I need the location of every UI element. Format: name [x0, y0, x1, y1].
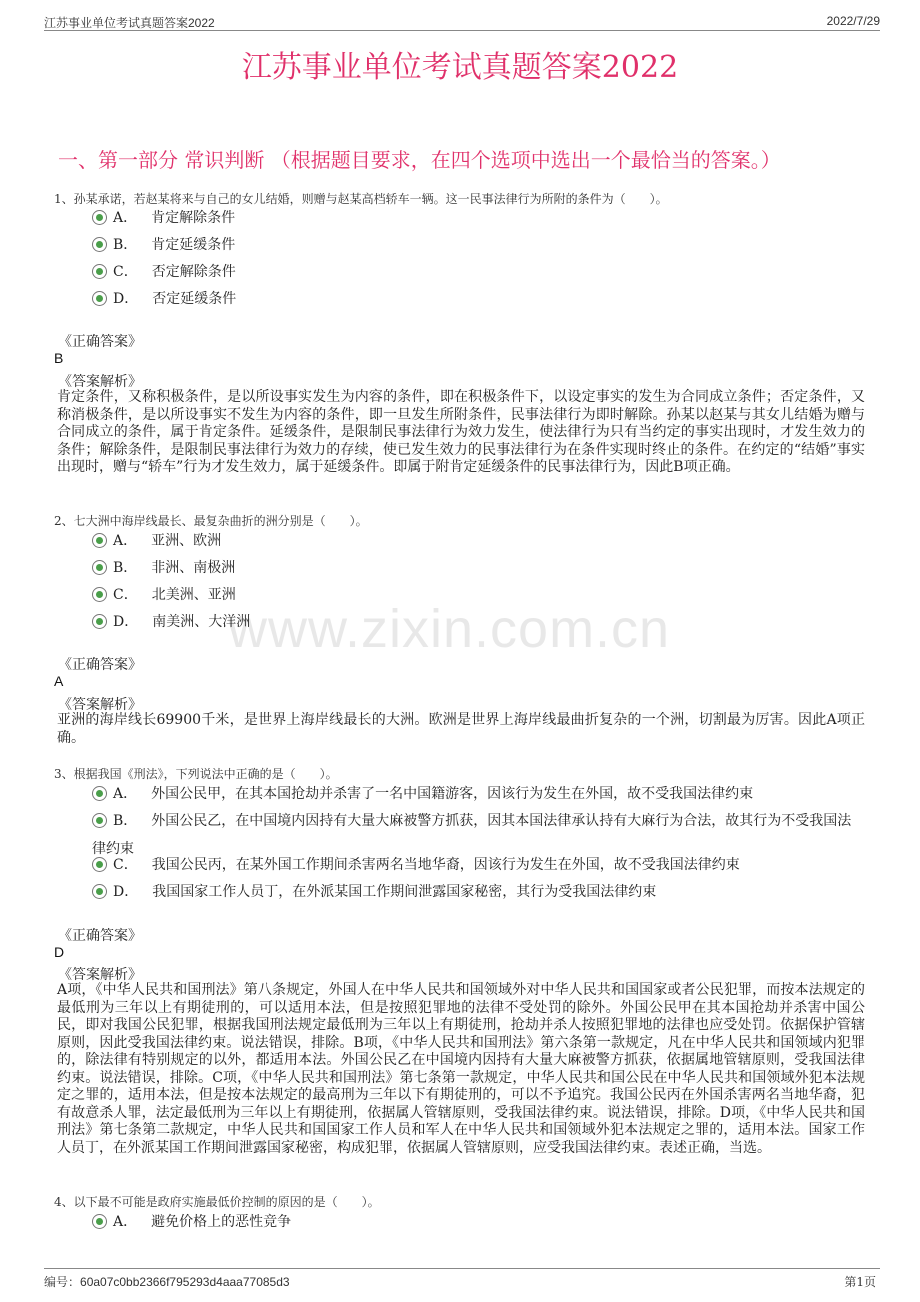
page-header: [0, 0, 920, 28]
radio-icon[interactable]: [92, 560, 107, 575]
radio-icon[interactable]: [92, 857, 107, 872]
radio-icon[interactable]: [92, 291, 107, 306]
question-3-option-a[interactable]: A． 外国公民甲，在其本国抢劫并杀害了一名中国籍游客，因该行为发生在外国，故不受我国法律约束: [92, 780, 862, 808]
question-2-explanation: 亚洲的海岸线长69900千米，是世界上海岸线最长的大洲。欧洲是世界上海岸线最曲折复杂的一个洲，切割最为厉害。因此A项正确。: [57, 712, 865, 746]
document-code-value: 60a07c0bb2366f795293d4aaa77085d3: [80, 1275, 290, 1289]
question-4-option-a[interactable]: A． 避免价格上的恶性竞争: [92, 1208, 862, 1236]
page-title: 江苏事业单位考试真题答案2022: [241, 50, 679, 85]
radio-icon[interactable]: [92, 614, 107, 629]
analysis-label: 《答案解析》: [58, 374, 142, 390]
question-3-stem: 3、根据我国《刑法》，下列说法中正确的是（ ）。: [54, 767, 338, 781]
question-2-option-d[interactable]: D． 南美洲、大洋洲: [92, 608, 862, 636]
analysis-label: 《答案解析》: [58, 697, 142, 713]
radio-icon[interactable]: [92, 1214, 107, 1229]
question-2-option-c[interactable]: C． 北美洲、亚洲: [92, 581, 862, 609]
document-code: [44, 1273, 290, 1290]
correct-answer-label: 《正确答案》: [58, 334, 142, 350]
question-2-option-a[interactable]: A． 亚洲、欧洲: [92, 527, 862, 555]
section-heading: 一、第一部分 常识判断 （根据题目要求，在四个选项中选出一个最恰当的答案。）: [58, 148, 781, 172]
radio-icon[interactable]: [92, 786, 107, 801]
question-2-stem: 2、七大洲中海岸线最长、最复杂曲折的洲分别是（ ）。: [54, 514, 368, 528]
radio-icon[interactable]: [92, 237, 107, 252]
analysis-label: 《答案解析》: [58, 967, 142, 983]
radio-icon[interactable]: [92, 587, 107, 602]
correct-answer-label: 《正确答案》: [58, 928, 142, 944]
question-2-option-b[interactable]: B． 非洲、南极洲: [92, 554, 862, 582]
watermark: www.zixin.com.cn: [228, 599, 671, 659]
header-date: 2022/7/29: [826, 14, 880, 28]
page-number: 第1页: [844, 1275, 876, 1289]
question-3-option-c[interactable]: C． 我国公民丙，在某外国工作期间杀害两名当地华裔，因该行为发生在外国，故不受我国法律约束: [92, 851, 862, 879]
radio-icon[interactable]: [92, 533, 107, 548]
document-code-label: 编号：: [44, 1275, 81, 1289]
question-2-answer: A: [54, 673, 64, 689]
question-3-answer: D: [54, 944, 65, 960]
question-1-stem: 1、孙某承诺，若赵某将来与自己的女儿结婚，则赠与赵某高档轿车一辆。这一民事法律行为所附的条件为（ ）。: [54, 192, 668, 206]
question-1-answer: B: [54, 350, 64, 366]
radio-icon[interactable]: [92, 884, 107, 899]
question-1-option-c[interactable]: C． 否定解除条件: [92, 258, 862, 286]
question-3-option-d[interactable]: D． 我国国家工作人员丁，在外派某国工作期间泄露国家秘密，其行为受我国法律约束: [92, 878, 862, 906]
footer-rule: [44, 1268, 880, 1269]
radio-icon[interactable]: [92, 210, 107, 225]
header-rule: [44, 30, 880, 31]
question-1-explanation: 肯定条件，又称积极条件，是以所设事实发生为内容的条件，即在积极条件下，以设定事实的发生为合同成立条件；否定条件，又称消极条件，是以所设事实不发生为内容的条件，即一旦发生所附条件，民事法律行为即时解除。孙某以赵某与其女儿结婚为赠与合同成立的条件，属于肯定条件。延缓条件，是限制民事法律行为效力发生，使法律行为只有当约定的事实出现时，才发生效力的条件；解除条件，是限制民事法律行为效力的存续，使已发生效力的民事法律行为在条件实现时终止的条件。在约定的“结婚”事实出现时，赠与“轿车”行为才发生效力，属于延缓条件。即属于附肯定延缓条件的民事法律行为，因此B项正确。: [57, 389, 865, 475]
radio-icon[interactable]: [92, 813, 107, 828]
question-1-option-b[interactable]: B． 肯定延缓条件: [92, 231, 862, 259]
header-doc-name: 江苏事业单位考试真题答案2022: [44, 16, 215, 30]
question-1-option-a[interactable]: A． 肯定解除条件: [92, 204, 862, 232]
question-4-stem: 4、以下最不可能是政府实施最低价控制的原因的是（ ）。: [54, 1195, 380, 1209]
question-1-option-d[interactable]: D． 否定延缓条件: [92, 285, 862, 313]
correct-answer-label: 《正确答案》: [58, 657, 142, 673]
radio-icon[interactable]: [92, 264, 107, 279]
question-3-explanation: A项，《中华人民共和国刑法》第八条规定，外国人在中华人民共和国领域外对中华人民共和国国家或者公民犯罪，而按本法规定的最低刑为三年以上有期徒刑的，可以适用本法，但是按照犯罪地的法律不受处罚的除外。外国公民甲在其本国抢劫并杀害中国公民，即对我国公民犯罪，根据我国刑法规定最低刑为三年以上有期徒刑，抢劫并杀人按照犯罪地的法律也应受处罚。依据保护管辖原则，因此受我国法律约束。说法错误，排除。B项，《中华人民共和国刑法》第六条第一款规定，凡在中华人民共和国领域内犯罪的，除法律有特别规定的以外，都适用本法。外国公民乙在中国境内因持有大量大麻被警方抓获，依据属地管辖原则，受我国法律约束。说法错误，排除。C项，《中华人民共和国刑法》第七条第一款规定，中华人民共和国公民在中华人民共和国领域外犯本法规定之罪的，适用本法，但是按本法规定的最高刑为三年以下有期徒刑的，可以不予追究。我国公民丙在外国杀害两名当地华裔，犯有故意杀人罪，法定最低刑为三年以上有期徒刑，依据属人管辖原则，受我国法律约束。说法错误，排除。D项，《中华人民共和国刑法》第七条第二款规定，中华人民共和国国家工作人员和军人在中华人民共和国领域外犯本法规定之罪的，适用本法。国家工作人员丁，在外派某国工作期间泄露国家秘密，构成犯罪，依据属人管辖原则，应受我国法律约束。表述正确，当选。: [57, 982, 865, 1156]
question-3-option-b[interactable]: B． 外国公民乙，在中国境内因持有大量大麻被警方抓获，因其本国法律承认持有大麻行为合法，故其行为不受我国法律约束: [92, 813, 852, 857]
